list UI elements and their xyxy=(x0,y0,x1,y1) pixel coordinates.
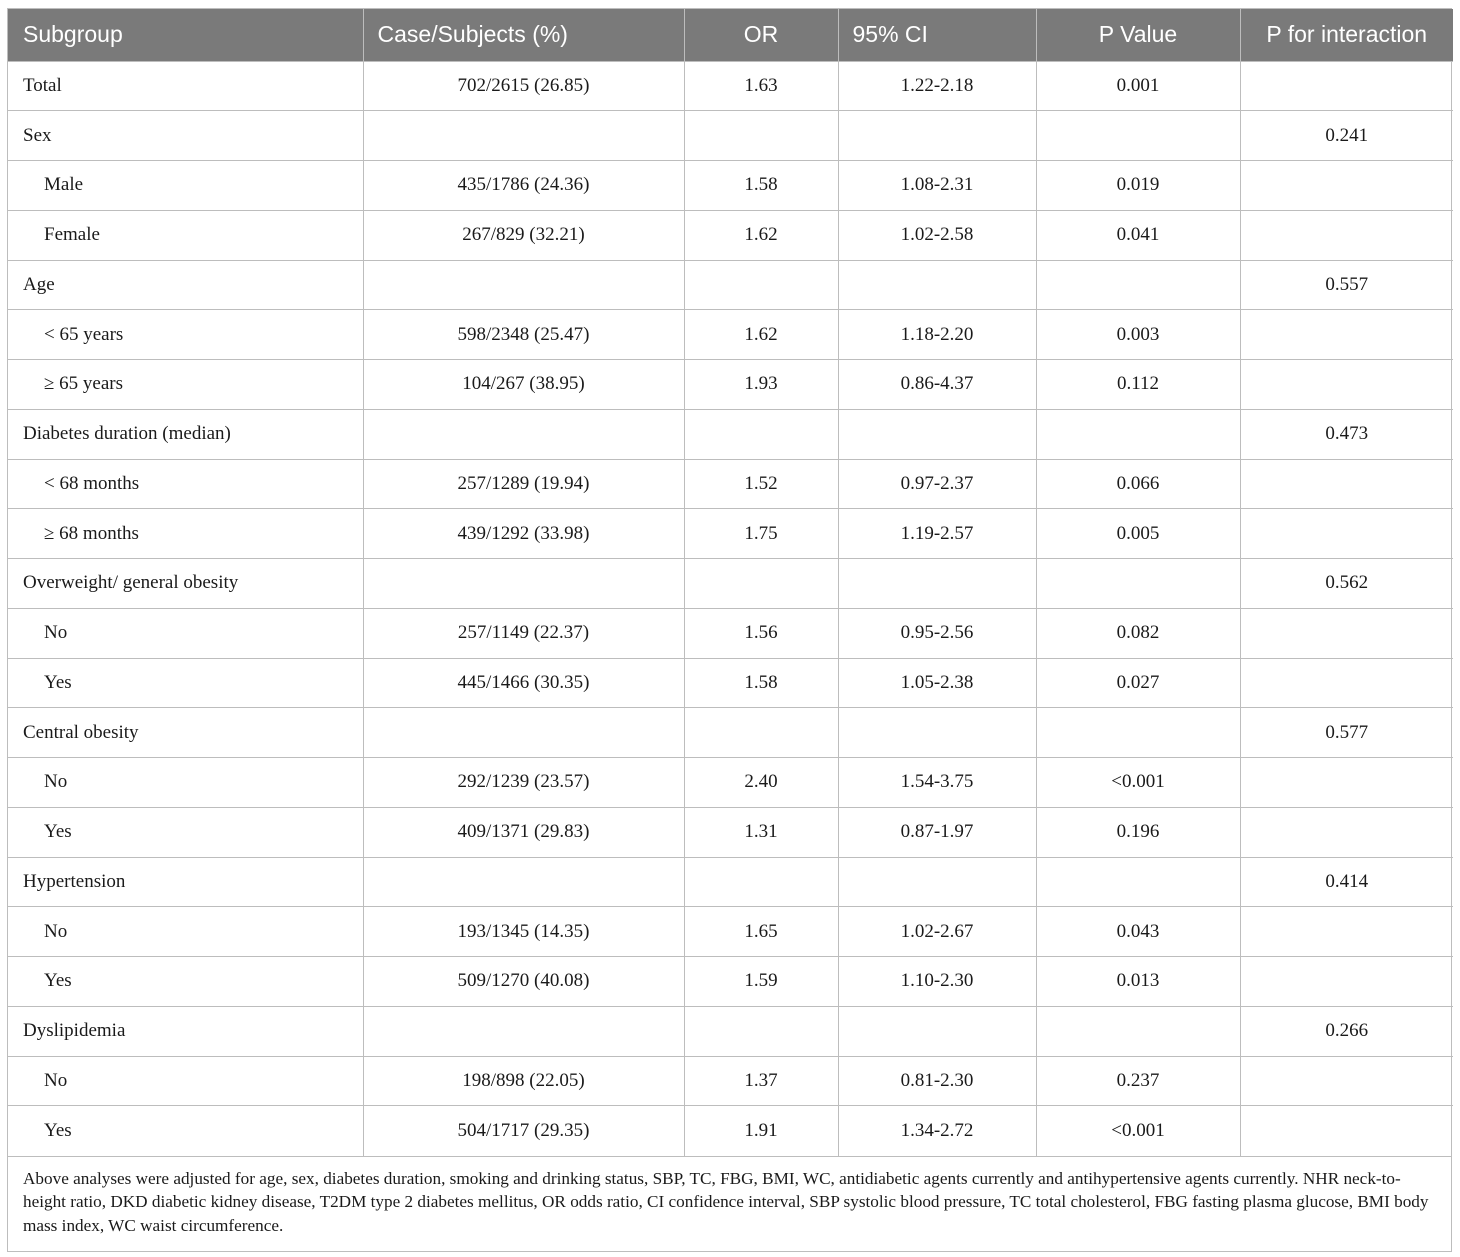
cell-p-value: 0.196 xyxy=(1036,807,1240,857)
cell-p-interaction xyxy=(1240,957,1453,1007)
cell-case-subjects: 598/2348 (25.47) xyxy=(363,310,684,360)
cell-p-value: 0.001 xyxy=(1036,61,1240,111)
cell-case-subjects: 504/1717 (29.35) xyxy=(363,1106,684,1156)
results-table xyxy=(8,9,1453,1156)
cell-subgroup: Yes xyxy=(8,658,363,708)
cell-or: 1.62 xyxy=(684,210,838,260)
cell-p-value xyxy=(1036,708,1240,758)
cell-p-value: 0.019 xyxy=(1036,161,1240,211)
header-ci: 95% CI xyxy=(838,9,1036,61)
cell-p-value: 0.066 xyxy=(1036,459,1240,509)
table-row xyxy=(8,210,1453,260)
cell-p-value: 0.027 xyxy=(1036,658,1240,708)
cell-ci xyxy=(838,708,1036,758)
cell-or xyxy=(684,857,838,907)
table-row xyxy=(8,111,1453,161)
table-row xyxy=(8,459,1453,509)
cell-case-subjects: 104/267 (38.95) xyxy=(363,360,684,410)
cell-ci: 1.34-2.72 xyxy=(838,1106,1036,1156)
cell-or: 1.56 xyxy=(684,608,838,658)
cell-p-value xyxy=(1036,559,1240,609)
cell-p-interaction xyxy=(1240,360,1453,410)
cell-subgroup: Hypertension xyxy=(8,857,363,907)
cell-case-subjects: 435/1786 (24.36) xyxy=(363,161,684,211)
cell-subgroup: No xyxy=(8,608,363,658)
cell-or xyxy=(684,260,838,310)
cell-or: 1.52 xyxy=(684,459,838,509)
cell-p-value: 0.082 xyxy=(1036,608,1240,658)
table-row xyxy=(8,509,1453,559)
cell-subgroup: Overweight/ general obesity xyxy=(8,559,363,609)
table-row xyxy=(8,857,1453,907)
cell-case-subjects xyxy=(363,559,684,609)
table-row xyxy=(8,310,1453,360)
cell-p-interaction xyxy=(1240,1106,1453,1156)
cell-subgroup: Male xyxy=(8,161,363,211)
cell-p-interaction: 0.562 xyxy=(1240,559,1453,609)
cell-ci: 0.86-4.37 xyxy=(838,360,1036,410)
cell-p-value: 0.003 xyxy=(1036,310,1240,360)
cell-or xyxy=(684,708,838,758)
cell-ci: 1.19-2.57 xyxy=(838,509,1036,559)
cell-p-interaction xyxy=(1240,1056,1453,1106)
cell-case-subjects xyxy=(363,1006,684,1056)
cell-p-interaction: 0.473 xyxy=(1240,409,1453,459)
cell-or: 1.65 xyxy=(684,907,838,957)
cell-p-value xyxy=(1036,857,1240,907)
cell-subgroup: No xyxy=(8,907,363,957)
table-row xyxy=(8,608,1453,658)
cell-subgroup: Yes xyxy=(8,1106,363,1156)
cell-subgroup: Yes xyxy=(8,957,363,1007)
header-p-value: P Value xyxy=(1036,9,1240,61)
cell-p-interaction: 0.241 xyxy=(1240,111,1453,161)
cell-p-interaction xyxy=(1240,509,1453,559)
cell-ci: 1.05-2.38 xyxy=(838,658,1036,708)
cell-or xyxy=(684,409,838,459)
cell-p-interaction: 0.557 xyxy=(1240,260,1453,310)
cell-p-value xyxy=(1036,1006,1240,1056)
cell-p-interaction xyxy=(1240,310,1453,360)
cell-ci: 0.87-1.97 xyxy=(838,807,1036,857)
cell-subgroup: No xyxy=(8,758,363,808)
table-row xyxy=(8,708,1453,758)
cell-p-interaction xyxy=(1240,210,1453,260)
cell-p-value: 0.041 xyxy=(1036,210,1240,260)
cell-p-value: 0.112 xyxy=(1036,360,1240,410)
cell-ci: 0.95-2.56 xyxy=(838,608,1036,658)
cell-p-interaction xyxy=(1240,658,1453,708)
cell-case-subjects: 257/1289 (19.94) xyxy=(363,459,684,509)
table-row xyxy=(8,1106,1453,1156)
cell-subgroup: Age xyxy=(8,260,363,310)
cell-or: 1.93 xyxy=(684,360,838,410)
cell-ci: 1.02-2.58 xyxy=(838,210,1036,260)
cell-or xyxy=(684,1006,838,1056)
cell-ci xyxy=(838,111,1036,161)
cell-case-subjects: 439/1292 (33.98) xyxy=(363,509,684,559)
cell-p-interaction: 0.266 xyxy=(1240,1006,1453,1056)
cell-p-value xyxy=(1036,111,1240,161)
table-row xyxy=(8,1006,1453,1056)
cell-case-subjects xyxy=(363,111,684,161)
cell-case-subjects: 198/898 (22.05) xyxy=(363,1056,684,1106)
cell-p-interaction: 0.577 xyxy=(1240,708,1453,758)
table-row xyxy=(8,61,1453,111)
cell-p-interaction xyxy=(1240,61,1453,111)
header-row xyxy=(8,9,1453,61)
cell-or: 1.63 xyxy=(684,61,838,111)
table-row xyxy=(8,807,1453,857)
cell-ci: 1.54-3.75 xyxy=(838,758,1036,808)
cell-ci: 0.81-2.30 xyxy=(838,1056,1036,1106)
cell-ci xyxy=(838,857,1036,907)
cell-p-interaction xyxy=(1240,907,1453,957)
cell-case-subjects: 193/1345 (14.35) xyxy=(363,907,684,957)
cell-case-subjects: 257/1149 (22.37) xyxy=(363,608,684,658)
cell-p-value: 0.043 xyxy=(1036,907,1240,957)
cell-or: 1.37 xyxy=(684,1056,838,1106)
cell-case-subjects: 409/1371 (29.83) xyxy=(363,807,684,857)
cell-ci: 1.18-2.20 xyxy=(838,310,1036,360)
cell-or xyxy=(684,111,838,161)
cell-ci xyxy=(838,1006,1036,1056)
table-row xyxy=(8,360,1453,410)
cell-or: 1.58 xyxy=(684,161,838,211)
table-row xyxy=(8,658,1453,708)
cell-case-subjects xyxy=(363,409,684,459)
cell-subgroup: < 65 years xyxy=(8,310,363,360)
cell-p-value xyxy=(1036,409,1240,459)
table-row xyxy=(8,1056,1453,1106)
table-row xyxy=(8,161,1453,211)
cell-subgroup: Central obesity xyxy=(8,708,363,758)
cell-subgroup: Dyslipidemia xyxy=(8,1006,363,1056)
subgroup-analysis-table xyxy=(7,8,1452,1252)
cell-ci: 1.10-2.30 xyxy=(838,957,1036,1007)
cell-p-interaction xyxy=(1240,758,1453,808)
table-row xyxy=(8,559,1453,609)
table-row xyxy=(8,957,1453,1007)
cell-ci: 1.02-2.67 xyxy=(838,907,1036,957)
table-row xyxy=(8,409,1453,459)
cell-ci: 0.97-2.37 xyxy=(838,459,1036,509)
cell-p-interaction xyxy=(1240,161,1453,211)
cell-case-subjects: 445/1466 (30.35) xyxy=(363,658,684,708)
cell-subgroup: Female xyxy=(8,210,363,260)
cell-or: 2.40 xyxy=(684,758,838,808)
cell-p-interaction xyxy=(1240,608,1453,658)
cell-or: 1.59 xyxy=(684,957,838,1007)
cell-subgroup: Total xyxy=(8,61,363,111)
cell-p-interaction: 0.414 xyxy=(1240,857,1453,907)
cell-p-value: 0.013 xyxy=(1036,957,1240,1007)
header-case-subjects: Case/Subjects (%) xyxy=(363,9,684,61)
cell-subgroup: ≥ 65 years xyxy=(8,360,363,410)
cell-ci xyxy=(838,559,1036,609)
cell-p-value: 0.005 xyxy=(1036,509,1240,559)
table-row xyxy=(8,907,1453,957)
cell-or xyxy=(684,559,838,609)
cell-p-interaction xyxy=(1240,807,1453,857)
cell-ci xyxy=(838,260,1036,310)
cell-subgroup: < 68 months xyxy=(8,459,363,509)
header-p-interaction: P for interaction xyxy=(1240,9,1453,61)
cell-case-subjects: 267/829 (32.21) xyxy=(363,210,684,260)
cell-subgroup: Yes xyxy=(8,807,363,857)
cell-p-value: 0.237 xyxy=(1036,1056,1240,1106)
cell-case-subjects: 292/1239 (23.57) xyxy=(363,758,684,808)
cell-p-value: <0.001 xyxy=(1036,758,1240,808)
cell-subgroup: No xyxy=(8,1056,363,1106)
cell-subgroup: ≥ 68 months xyxy=(8,509,363,559)
table-row xyxy=(8,260,1453,310)
cell-case-subjects: 509/1270 (40.08) xyxy=(363,957,684,1007)
cell-p-value: <0.001 xyxy=(1036,1106,1240,1156)
header-subgroup: Subgroup xyxy=(8,9,363,61)
table-row xyxy=(8,758,1453,808)
cell-case-subjects: 702/2615 (26.85) xyxy=(363,61,684,111)
cell-case-subjects xyxy=(363,708,684,758)
cell-ci: 1.22-2.18 xyxy=(838,61,1036,111)
header-or: OR xyxy=(684,9,838,61)
cell-ci xyxy=(838,409,1036,459)
table-body xyxy=(8,61,1453,1156)
cell-subgroup: Diabetes duration (median) xyxy=(8,409,363,459)
cell-or: 1.91 xyxy=(684,1106,838,1156)
cell-or: 1.62 xyxy=(684,310,838,360)
cell-p-value xyxy=(1036,260,1240,310)
cell-or: 1.31 xyxy=(684,807,838,857)
cell-case-subjects xyxy=(363,857,684,907)
cell-subgroup: Sex xyxy=(8,111,363,161)
cell-or: 1.58 xyxy=(684,658,838,708)
cell-or: 1.75 xyxy=(684,509,838,559)
cell-p-interaction xyxy=(1240,459,1453,509)
table-footnote: Above analyses were adjusted for age, sex, diabetes duration, smoking and drinking status, SBP, TC, FBG, BMI, WC, antidiabetic agents currently and antihypertensive agents currently. NHR neck-to-height ratio, DKD diabetic kidney disease, T2DM type 2 diabetes mellitus, OR odds ratio, CI confidence interval, SBP systolic blood pressure, TC total cholesterol, FBG fasting plasma glucose, BMI body mass index, WC waist circumference. xyxy=(8,1156,1451,1251)
cell-case-subjects xyxy=(363,260,684,310)
cell-ci: 1.08-2.31 xyxy=(838,161,1036,211)
